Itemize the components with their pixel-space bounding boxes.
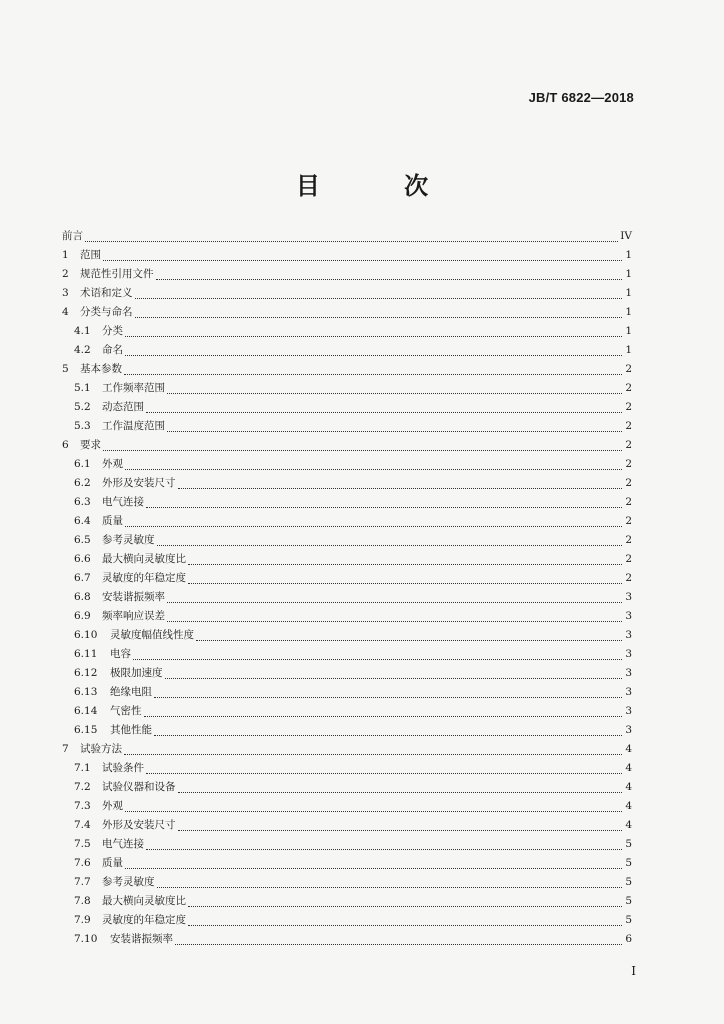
toc-entry-label: 术语和定义 (80, 287, 133, 299)
toc-leader-dots (154, 734, 622, 736)
toc-entry-number: 6.1 (74, 458, 91, 470)
toc-entry-number: 7.5 (74, 838, 91, 850)
toc-entry-label: 范围 (80, 249, 101, 261)
toc-entry[interactable] (62, 398, 632, 417)
toc-entry-label: 工作频率范围 (102, 382, 165, 394)
toc-entry-number: 7.2 (74, 781, 91, 793)
toc-entry[interactable] (62, 911, 632, 930)
toc-entry-number: 2 (62, 268, 69, 280)
toc-leader-dots (188, 582, 622, 584)
toc-leader-dots (178, 487, 623, 489)
toc-entry-label: 气密性 (110, 705, 142, 717)
toc-entry-number: 7.6 (74, 857, 91, 869)
toc-leader-dots (103, 259, 622, 261)
toc-leader-dots (167, 620, 622, 622)
toc-entry-label: 动态范围 (102, 401, 144, 413)
toc-leader-dots (146, 848, 622, 850)
toc-leader-dots (146, 506, 622, 508)
toc-entry-page: 2 (625, 363, 632, 375)
toc-entry[interactable] (62, 512, 632, 531)
toc-entry[interactable] (62, 759, 632, 778)
toc-entry-page: 3 (625, 724, 632, 736)
toc-entry-number: 7 (62, 743, 69, 755)
toc-entry-label: 其他性能 (110, 724, 152, 736)
toc-entry-number: 7.8 (74, 895, 91, 907)
toc-entry-number: 6.6 (74, 553, 91, 565)
toc-leader-dots (144, 715, 623, 717)
toc-entry-number: 6 (62, 439, 69, 451)
toc-entry[interactable] (62, 607, 632, 626)
toc-entry-label: 电气连接 (102, 838, 144, 850)
toc-entry-number: 6.13 (74, 686, 98, 698)
toc-entry[interactable] (62, 740, 632, 759)
toc-entry[interactable] (62, 436, 632, 455)
toc-entry-label: 试验条件 (102, 762, 144, 774)
toc-leader-dots (167, 430, 622, 432)
toc-entry-label: 灵敏度幅值线性度 (110, 629, 194, 641)
toc-entry[interactable] (62, 588, 632, 607)
toc-entry-page: IV (620, 230, 632, 242)
toc-entry-label: 绝缘电阻 (110, 686, 152, 698)
toc-entry-number: 6.14 (74, 705, 98, 717)
toc-entry[interactable] (62, 303, 632, 322)
toc-entry-number: 3 (62, 287, 69, 299)
toc-entry-label: 外形及安装尺寸 (102, 819, 176, 831)
toc-entry-label: 外观 (102, 458, 123, 470)
toc-entry[interactable] (62, 835, 632, 854)
toc-entry-label: 外观 (102, 800, 123, 812)
toc-entry[interactable] (62, 873, 632, 892)
toc-entry-number: 4.2 (74, 344, 91, 356)
toc-entry-page: 2 (625, 553, 632, 565)
toc-entry-label: 分类与命名 (80, 306, 133, 318)
toc-entry-label: 安装谐振频率 (110, 933, 173, 945)
toc-leader-dots (157, 544, 623, 546)
toc-entry-page: 3 (625, 610, 632, 622)
toc-entry-number: 5 (62, 363, 69, 375)
toc-leader-dots (167, 392, 622, 394)
toc-entry-label: 参考灵敏度 (102, 876, 155, 888)
toc-entry-number: 7.9 (74, 914, 91, 926)
toc-entry-page: 5 (625, 914, 632, 926)
toc-entry-page: 1 (625, 268, 632, 280)
toc-entry-label: 电气连接 (102, 496, 144, 508)
toc-entry-number: 4.1 (74, 325, 91, 337)
toc-entry-page: 5 (625, 876, 632, 888)
toc-entry-number: 6.9 (74, 610, 91, 622)
toc-entry-label: 最大横向灵敏度比 (102, 895, 186, 907)
toc-entry-page: 3 (625, 705, 632, 717)
toc-leader-dots (154, 696, 622, 698)
toc-entry-page: 1 (625, 287, 632, 299)
toc-entry-page: 3 (625, 686, 632, 698)
toc-leader-dots (124, 753, 622, 755)
toc-entry-number: 6.3 (74, 496, 91, 508)
toc-entry[interactable] (62, 322, 632, 341)
toc-entry[interactable] (62, 360, 632, 379)
toc-entry-page: 2 (625, 401, 632, 413)
toc-entry-label: 要求 (80, 439, 101, 451)
toc-leader-dots (103, 449, 622, 451)
toc-leader-dots (125, 810, 622, 812)
toc-entry-number: 5.3 (74, 420, 91, 432)
toc-entry-number: 6.15 (74, 724, 98, 736)
toc-leader-dots (125, 525, 622, 527)
toc-leader-dots (178, 791, 623, 793)
toc-leader-dots (188, 905, 622, 907)
toc-entry-number: 7.4 (74, 819, 91, 831)
toc-entry-label: 质量 (102, 857, 123, 869)
toc-entry-number: 6.10 (74, 629, 98, 641)
toc-entry-page: 1 (625, 306, 632, 318)
toc-entry-page: 1 (625, 325, 632, 337)
toc-entry-number: 6.7 (74, 572, 91, 584)
toc-leader-dots (146, 772, 622, 774)
toc-entry-page: 4 (625, 819, 632, 831)
toc-entry[interactable] (62, 626, 632, 645)
toc-entry-label: 试验仪器和设备 (102, 781, 176, 793)
toc-entry-page: 2 (625, 496, 632, 508)
toc-entry-label: 参考灵敏度 (102, 534, 155, 546)
toc-entry-label: 频率响应误差 (102, 610, 165, 622)
toc-leader-dots (125, 354, 622, 356)
toc-entry-label: 灵敏度的年稳定度 (102, 914, 186, 926)
toc-leader-dots (125, 335, 622, 337)
table-of-contents (62, 227, 632, 949)
toc-leader-dots (157, 886, 623, 888)
toc-leader-dots (188, 563, 622, 565)
toc-entry[interactable] (62, 702, 632, 721)
toc-leader-dots (175, 943, 622, 945)
toc-entry-label: 电容 (110, 648, 131, 660)
toc-entry[interactable] (62, 455, 632, 474)
toc-entry-number: 6.2 (74, 477, 91, 489)
toc-entry-number: 6.8 (74, 591, 91, 603)
toc-entry[interactable] (62, 341, 632, 360)
toc-entry[interactable] (62, 892, 632, 911)
toc-entry[interactable] (62, 379, 632, 398)
toc-entry-page: 2 (625, 572, 632, 584)
toc-entry[interactable] (62, 816, 632, 835)
toc-entry-page: 3 (625, 667, 632, 679)
toc-entry[interactable] (62, 569, 632, 588)
toc-entry-page: 3 (625, 591, 632, 603)
toc-entry[interactable] (62, 721, 632, 740)
toc-entry[interactable] (62, 246, 632, 265)
toc-leader-dots (167, 601, 622, 603)
toc-entry[interactable] (62, 227, 632, 246)
toc-entry[interactable] (62, 854, 632, 873)
toc-entry[interactable] (62, 778, 632, 797)
toc-leader-dots (135, 297, 623, 299)
toc-entry-page: 2 (625, 420, 632, 432)
toc-leader-dots (196, 639, 622, 641)
toc-entry-page: 3 (625, 648, 632, 660)
toc-entry[interactable] (62, 417, 632, 436)
toc-entry-label: 前言 (62, 230, 83, 242)
toc-entry[interactable] (62, 645, 632, 664)
toc-entry-page: 2 (625, 439, 632, 451)
toc-entry-page: 4 (625, 800, 632, 812)
toc-entry-label: 安装谐振频率 (102, 591, 165, 603)
toc-entry-page: 2 (625, 382, 632, 394)
page-number: I (631, 964, 636, 978)
toc-leader-dots (165, 677, 623, 679)
toc-entry-page: 1 (625, 249, 632, 261)
toc-entry[interactable] (62, 284, 632, 303)
toc-entry-page: 4 (625, 762, 632, 774)
toc-entry[interactable] (62, 474, 632, 493)
toc-entry[interactable] (62, 531, 632, 550)
toc-entry-page: 3 (625, 629, 632, 641)
toc-entry-label: 质量 (102, 515, 123, 527)
toc-entry-page: 5 (625, 857, 632, 869)
toc-entry-label: 极限加速度 (110, 667, 163, 679)
toc-entry[interactable] (62, 550, 632, 569)
toc-entry-number: 6.5 (74, 534, 91, 546)
toc-leader-dots (125, 867, 622, 869)
toc-entry-label: 灵敏度的年稳定度 (102, 572, 186, 584)
toc-leader-dots (156, 278, 623, 280)
toc-entry[interactable] (62, 683, 632, 702)
page-title: 目 次 (295, 172, 467, 200)
toc-entry[interactable] (62, 930, 632, 949)
toc-entry-page: 2 (625, 515, 632, 527)
toc-entry-number: 5.2 (74, 401, 91, 413)
toc-entry-label: 分类 (102, 325, 123, 337)
toc-entry[interactable] (62, 797, 632, 816)
toc-entry-number: 4 (62, 306, 69, 318)
toc-entry-page: 2 (625, 458, 632, 470)
toc-leader-dots (85, 240, 618, 242)
toc-leader-dots (146, 411, 622, 413)
toc-entry-number: 6.4 (74, 515, 91, 527)
toc-entry-page: 2 (625, 477, 632, 489)
toc-leader-dots (178, 829, 623, 831)
toc-entry-number: 6.12 (74, 667, 98, 679)
toc-entry-page: 5 (625, 838, 632, 850)
toc-entry-label: 命名 (102, 344, 123, 356)
toc-entry-label: 规范性引用文件 (80, 268, 154, 280)
toc-entry-label: 外形及安装尺寸 (102, 477, 176, 489)
toc-entry-number: 7.7 (74, 876, 91, 888)
toc-leader-dots (135, 316, 623, 318)
toc-entry-number: 6.11 (74, 648, 98, 660)
toc-entry[interactable] (62, 265, 632, 284)
toc-leader-dots (188, 924, 622, 926)
toc-entry-label: 工作温度范围 (102, 420, 165, 432)
toc-entry-number: 1 (62, 249, 69, 261)
toc-entry-page: 2 (625, 534, 632, 546)
toc-entry-number: 7.3 (74, 800, 91, 812)
document-code: JB/T 6822—2018 (528, 90, 634, 105)
toc-entry[interactable] (62, 664, 632, 683)
toc-leader-dots (124, 373, 622, 375)
toc-entry-label: 试验方法 (80, 743, 122, 755)
toc-entry-page: 4 (625, 743, 632, 755)
toc-entry-number: 7.10 (74, 933, 98, 945)
toc-entry-page: 6 (625, 933, 632, 945)
toc-leader-dots (133, 658, 622, 660)
toc-entry-label: 基本参数 (80, 363, 122, 375)
toc-entry[interactable] (62, 493, 632, 512)
toc-entry-page: 4 (625, 781, 632, 793)
toc-entry-page: 1 (625, 344, 632, 356)
toc-entry-number: 7.1 (74, 762, 91, 774)
toc-entry-label: 最大横向灵敏度比 (102, 553, 186, 565)
toc-leader-dots (125, 468, 622, 470)
toc-entry-number: 5.1 (74, 382, 91, 394)
toc-entry-page: 5 (625, 895, 632, 907)
